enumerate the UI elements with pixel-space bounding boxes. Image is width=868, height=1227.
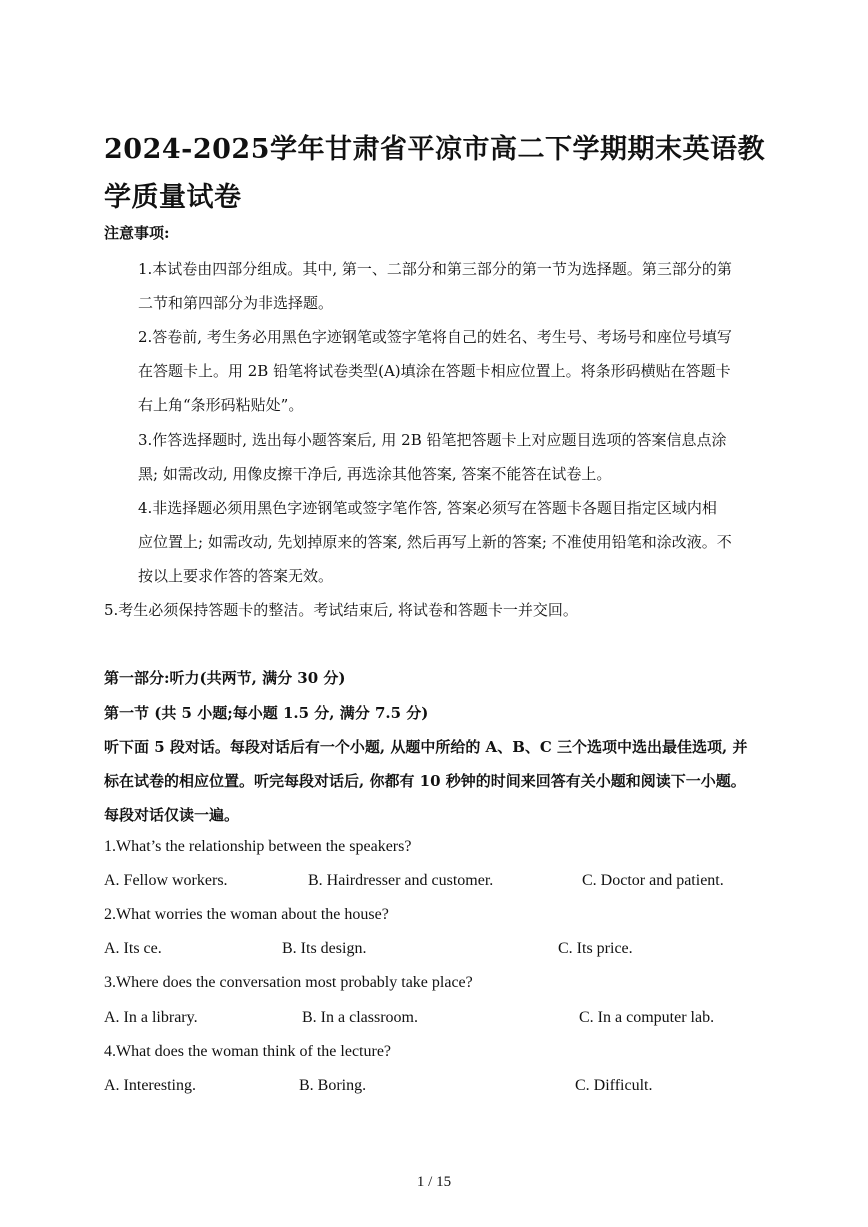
listening-instructions: 听下面 5 段对话。每段对话后有一个小题, 从题中所给的 A、B、C 三个选项中选出最佳选项, 并 [104,738,748,756]
question-stem: 3.Where does the conversation most probably take place? [104,974,473,991]
notes-line: 按以上要求作答的答案无效。 [138,567,334,585]
notes-line: 2.答卷前, 考生务必用黑色字迹钢笔或签字笔将自己的姓名、考生号、考场号和座位号填写 [138,328,732,346]
notes-line: 4.非选择题必须用黑色字迹钢笔或签字笔作答, 答案必须写在答题卡各题目指定区域内相 [138,499,717,517]
section1-heading: 第一节 (共 5 小题;每小题 1.5 分, 满分 7.5 分) [104,704,429,722]
notes-line: 1.本试卷由四部分组成。其中, 第一、二部分和第三部分的第一节为选择题。第三部分的第 [138,260,732,278]
page-title: 2024-2025学年甘肃省平凉市高二下学期期末英语教学质量试卷 [104,134,765,213]
question-stem: 1.What’s the relationship between the speakers? [104,838,412,855]
notes-line: 在答题卡上。用 2B 铅笔将试卷类型(A)填涂在答题卡相应位置上。将条形码横贴在答题卡 [138,362,731,380]
question-stem: 4.What does the woman think of the lecture? [104,1043,392,1060]
option-c: C. Its price. [558,940,633,957]
option-a: A. In a library. [104,1009,198,1026]
part1-heading: 第一部分:听力(共两节, 满分 30 分) [104,669,346,687]
option-a: A. Its ce. [104,940,162,957]
option-b: B. In a classroom. [302,1009,418,1026]
option-a: A. Interesting. [104,1077,196,1094]
page-number: 1 / 15 [416,1174,452,1190]
listening-instructions: 每段对话仅读一遍。 [104,806,240,824]
option-c: C. In a computer lab. [579,1009,715,1026]
option-b: B. Hairdresser and customer. [308,872,494,889]
notes-line: 二节和第四部分为非选择题。 [138,294,334,312]
notes-line: 黑; 如需改动, 用像皮擦干净后, 再选涂其他答案, 答案不能答在试卷上。 [138,465,612,483]
option-a: A. Fellow workers. [104,872,228,889]
option-c: C. Difficult. [575,1077,653,1094]
notes-line: 3.作答选择题时, 选出每小题答案后, 用 2B 铅笔把答题卡上对应题目选项的答案信息点涂 [138,431,727,449]
notes-line: 应位置上; 如需改动, 先划掉原来的答案, 然后再写上新的答案; 不准使用铅笔和涂改液。不 [138,533,732,551]
option-c: C. Doctor and patient. [582,872,724,889]
listening-instructions: 标在试卷的相应位置。听完每段对话后, 你都有 10 秒钟的时间来回答有关小题和阅读下一小题。 [104,772,746,790]
notes-heading: 注意事项: [104,224,170,242]
option-b: B. Boring. [299,1077,367,1094]
question-stem: 2.What worries the woman about the house? [104,906,389,923]
notes-line: 右上角“条形码粘贴处”。 [138,396,304,414]
option-b: B. Its design. [282,940,367,957]
notes-line: 5.考生必须保持答题卡的整洁。考试结束后, 将试卷和答题卡一并交回。 [104,601,578,619]
